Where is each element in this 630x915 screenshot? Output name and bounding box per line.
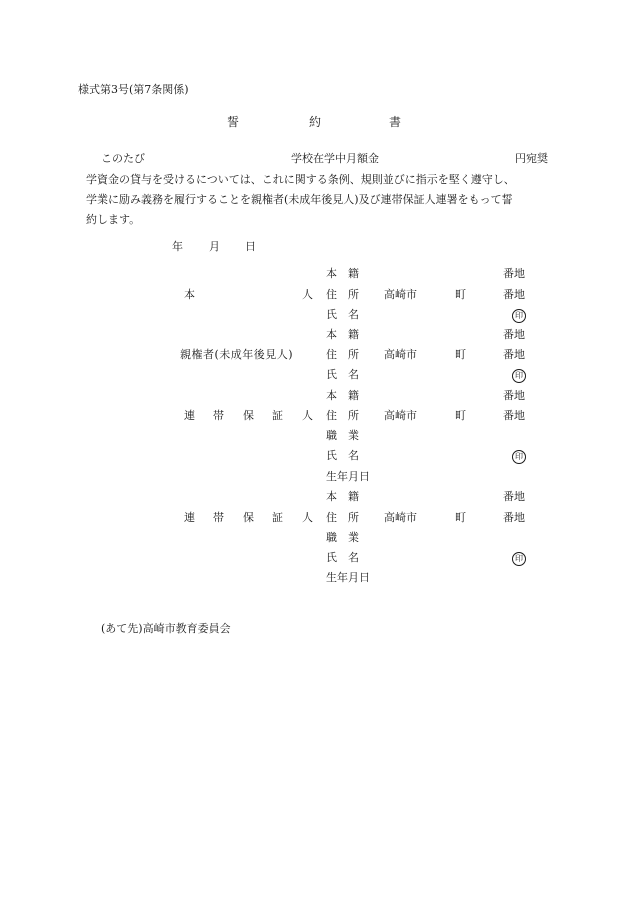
principal-seal-mark: 印 [512, 309, 526, 323]
guarantor2-shimei-label: 氏 名 [326, 551, 359, 564]
guarantor2-label-char-1: 連 [184, 511, 195, 524]
guarantor1-city: 高崎市 [384, 409, 417, 422]
guarantor1-jusho-banchi: 番地 [503, 409, 525, 422]
guarantor1-honseki-banchi: 番地 [503, 389, 525, 402]
guarantor2-honseki-banchi: 番地 [503, 490, 525, 503]
principal-label-char-1: 本 [184, 288, 195, 301]
guarantor2-shokugyo-label: 職 業 [326, 531, 359, 544]
body-line-1-end: 円宛奨 [515, 152, 548, 165]
body-line-3: 学業に励み義務を履行することを親権者(未成年後見人)及び連帯保証人連署をもって誓 [86, 193, 513, 206]
guardian-label: 親権者(未成年後見人) [180, 348, 294, 361]
guarantor2-honseki-label: 本 籍 [326, 490, 359, 503]
date-day: 日 [245, 240, 256, 253]
guarantor2-birthdate-label: 生年月日 [326, 571, 370, 584]
guardian-city: 高崎市 [384, 348, 417, 361]
body-line-1-start: このたび [101, 152, 145, 165]
body-line-2: 学資金の貸与を受けるについては、これに関する条例、規則並びに指示を堅く遵守し、 [86, 173, 515, 186]
title-char-1: 誓 [227, 115, 240, 129]
principal-honseki-label: 本 籍 [326, 267, 359, 280]
guarantor2-label-char-4: 証 [272, 511, 283, 524]
guarantor1-seal-mark: 印 [512, 450, 526, 464]
title-char-3: 書 [389, 115, 402, 129]
guarantor1-label-char-4: 証 [272, 409, 283, 422]
principal-honseki-banchi: 番地 [503, 267, 525, 280]
guarantor1-shimei-label: 氏 名 [326, 449, 359, 462]
guarantor1-seal [512, 449, 526, 464]
date-year: 年 [172, 240, 183, 253]
guarantor1-shokugyo-label: 職 業 [326, 429, 359, 442]
guardian-honseki-banchi: 番地 [503, 328, 525, 341]
guardian-seal [512, 368, 526, 383]
principal-jusho-banchi: 番地 [503, 288, 525, 301]
guardian-jusho-banchi: 番地 [503, 348, 525, 361]
guardian-seal-mark: 印 [512, 369, 526, 383]
form-number: 様式第3号(第7条関係) [78, 83, 189, 96]
title-char-2: 約 [309, 115, 322, 129]
guarantor2-town: 町 [455, 511, 466, 524]
guarantor2-label-char-5: 人 [302, 511, 313, 524]
body-line-1-middle: 学校在学中月額金 [291, 152, 379, 165]
guarantor1-town: 町 [455, 409, 466, 422]
principal-shimei-label: 氏 名 [326, 308, 359, 321]
guarantor2-label-char-2: 帯 [213, 511, 224, 524]
guarantor1-label-char-5: 人 [302, 409, 313, 422]
principal-seal [512, 308, 526, 323]
guardian-shimei-label: 氏 名 [326, 368, 359, 381]
guarantor1-honseki-label: 本 籍 [326, 389, 359, 402]
guarantor2-seal [512, 551, 526, 566]
addressee: (あて先)高崎市教育委員会 [101, 622, 231, 635]
guarantor1-label-char-2: 帯 [213, 409, 224, 422]
body-line-4: 約します。 [86, 213, 141, 226]
guarantor1-label-char-3: 保 [243, 409, 254, 422]
principal-town: 町 [455, 288, 466, 301]
principal-city: 高崎市 [384, 288, 417, 301]
guarantor1-label-char-1: 連 [184, 409, 195, 422]
guarantor2-jusho-banchi: 番地 [503, 511, 525, 524]
guardian-jusho-label: 住 所 [326, 348, 359, 361]
guarantor2-label-char-3: 保 [243, 511, 254, 524]
guarantor1-birthdate-label: 生年月日 [326, 470, 370, 483]
guardian-honseki-label: 本 籍 [326, 328, 359, 341]
guarantor2-seal-mark: 印 [512, 552, 526, 566]
guarantor2-jusho-label: 住 所 [326, 511, 359, 524]
guardian-town: 町 [455, 348, 466, 361]
principal-jusho-label: 住 所 [326, 288, 359, 301]
guarantor2-city: 高崎市 [384, 511, 417, 524]
date-month: 月 [209, 240, 220, 253]
guarantor1-jusho-label: 住 所 [326, 409, 359, 422]
principal-label-char-2: 人 [302, 288, 313, 301]
